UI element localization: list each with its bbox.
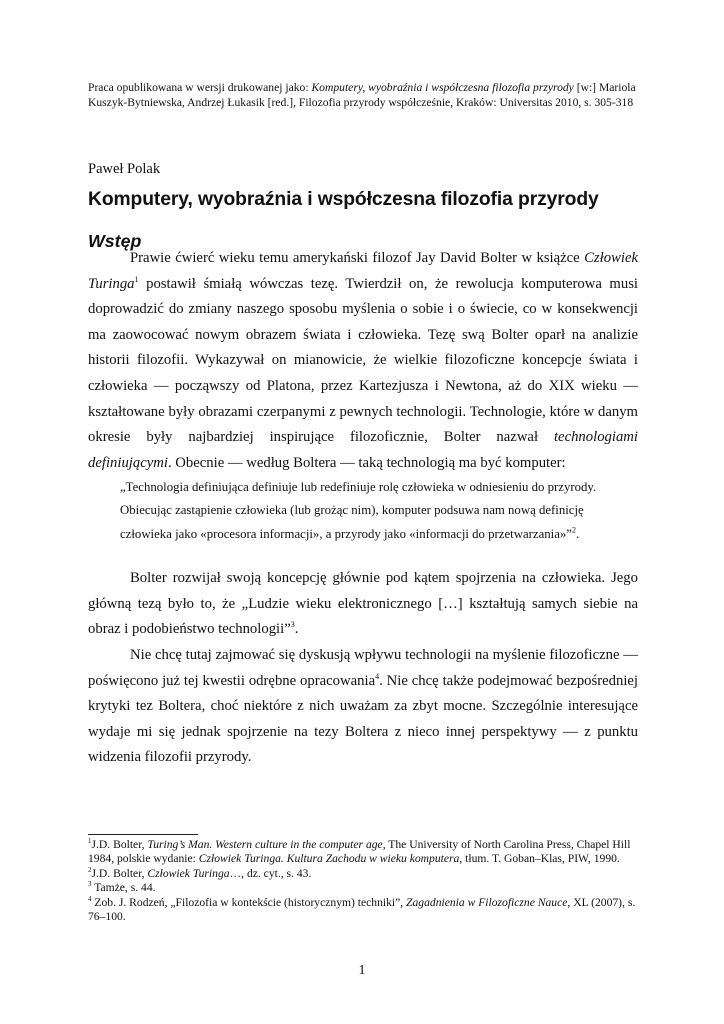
footnote-1-text-a: J.D. Bolter, xyxy=(91,838,148,851)
notice-prefix: Praca opublikowana w wersji drukowanej jako: xyxy=(88,81,312,94)
footnote-4-journal: Zagadnienia w Filozoficzne Nauce xyxy=(406,895,568,909)
paragraph-2 xyxy=(88,566,638,643)
author-name: Paweł Polak xyxy=(88,161,161,177)
footnote-3-number: 3 xyxy=(88,880,92,889)
footnote-4-number: 4 xyxy=(88,894,92,903)
block-quote xyxy=(120,476,604,546)
footnote-1 xyxy=(88,838,638,867)
paragraph-1-text-c: . Obecnie — według Boltera — taką technologią ma być komputer: xyxy=(167,454,566,471)
paragraph-3 xyxy=(88,643,638,771)
footnotes xyxy=(88,838,638,924)
footnote-ref-4[interactable]: 4 xyxy=(375,671,380,681)
footnote-1-polish-title: Człowiek Turinga. Kultura Zachodu w wieku komputera xyxy=(198,852,460,866)
section-heading: Wstęp xyxy=(88,231,142,251)
paragraph-1 xyxy=(88,246,638,476)
footnote-1-text-b: The University of North Carolina Press, Chapel Hill 1984, polskie wydanie: xyxy=(88,838,631,866)
notice-suffix: [w:] Mariola Kuszyk-Bytniewska, Andrzej Łukasik [red.], Filozofia przyrody współcześnie, Kraków: Universitas 2010, s. 305-318 xyxy=(88,81,636,109)
footnote-3 xyxy=(88,881,638,895)
paragraph-2-end: . xyxy=(294,621,299,638)
footnote-2 xyxy=(88,867,638,881)
footnote-2-text-a: J.D. Bolter, xyxy=(91,866,148,880)
footnote-1-book-title: Turing’s Man. Western culture in the computer age, xyxy=(147,838,386,851)
footnote-2-book-title: Człowiek Turinga xyxy=(147,866,230,880)
footnote-ref-1[interactable]: 1 xyxy=(134,274,139,284)
footnote-4 xyxy=(88,896,638,925)
footnote-4-text-a: Zob. J. Rodzeń, „Filozofia w kontekście (historycznym) techniki”, xyxy=(91,895,407,909)
paragraph-1-text-a: Prawie ćwierć wieku temu amerykański filozof Jay David Bolter w książce xyxy=(130,250,585,266)
paragraph-2-text: Bolter rozwijał swoją koncepcję głównie pod kątem spojrzenia na człowieka. Jego główną tezą było to, że „Ludzie wieku elektronicznego […] kształtują samych siebie na obraz i podobieństwo technologii” xyxy=(88,570,638,638)
footnote-2-number: 2 xyxy=(88,865,92,874)
footnote-2-text-b: …, dz. cyt., s. 43. xyxy=(229,866,312,880)
quote-end: . xyxy=(575,526,580,541)
paragraph-3-text-a: Nie chcę tutaj zajmować się dyskusją wpływu technologii na myślenie filozoficzne — poświęcono już tej kwestii odrębne opracowania xyxy=(88,647,638,689)
footnote-ref-2[interactable]: 2 xyxy=(571,525,576,535)
footnote-separator xyxy=(88,834,198,835)
footnote-ref-3[interactable]: 3 xyxy=(290,620,295,630)
footnote-1-text-c: , tłum. T. Goban–Klas, PIW, 1990. xyxy=(459,852,620,866)
book-title: Człowiek Turinga xyxy=(88,250,638,292)
footnote-3-text: Tamże, s. 44. xyxy=(91,881,156,895)
page-number: 1 xyxy=(358,963,366,978)
notice-title: Komputery, wyobraźnia i współczesna filozofia przyrody xyxy=(311,81,574,94)
footnote-4-text-b: , XL (2007), s. 76–100. xyxy=(88,895,636,924)
article-title: Komputery, wyobraźnia i współczesna filozofia przyrody xyxy=(88,189,599,210)
footnote-1-number: 1 xyxy=(88,837,92,846)
paragraph-3-text-b: . Nie chcę także podejmować bezpośredniej krytyki tez Boltera, choć niektóre z nich uważam za zbyt mocne. Szczególnie interesujące wydaje mi się jednak spojrzenie na tezy Boltera z nieco innej perspektywy — z punktu widzenia filozofii przyrody. xyxy=(88,672,639,766)
paragraph-1-text-b: postawił śmiałą wówczas tezę. Twierdził on, że rewolucja komputerowa musi doprowadzić do zmiany naszego sposobu myślenia o sobie i o świecie, co w konsekwencji ma zaowocować nowym obrazem świata i człowieka. Tezę swą Bolter oparł na analizie historii filozofii. Wykazywał on mianowicie, że wielkie filozoficzne koncepcje świata i człowieka — począwszy od Platona, przez Kartezjusza i Newtona, aż do XIX wieku — kształtowane były obrazami czerpanymi z pewnych technologii. Technologie, które w danym okresie były najbardziej inspirujące filozoficznie, Bolter nazwał xyxy=(88,275,638,446)
quote-text: „Technologia definiująca definiuje lub redefiniuje rolę człowieka w odniesieniu do przyrody. Obiecując zastąpienie człowieka (lub grożąc nim), komputer podsuwa nam nową definicję człowieka jako «procesora informacji», a przyrody jako «informacji do przetwarzania»” xyxy=(120,480,597,541)
defining-technologies-term: technologiami definiującymi xyxy=(88,429,638,471)
publication-notice xyxy=(88,80,636,110)
